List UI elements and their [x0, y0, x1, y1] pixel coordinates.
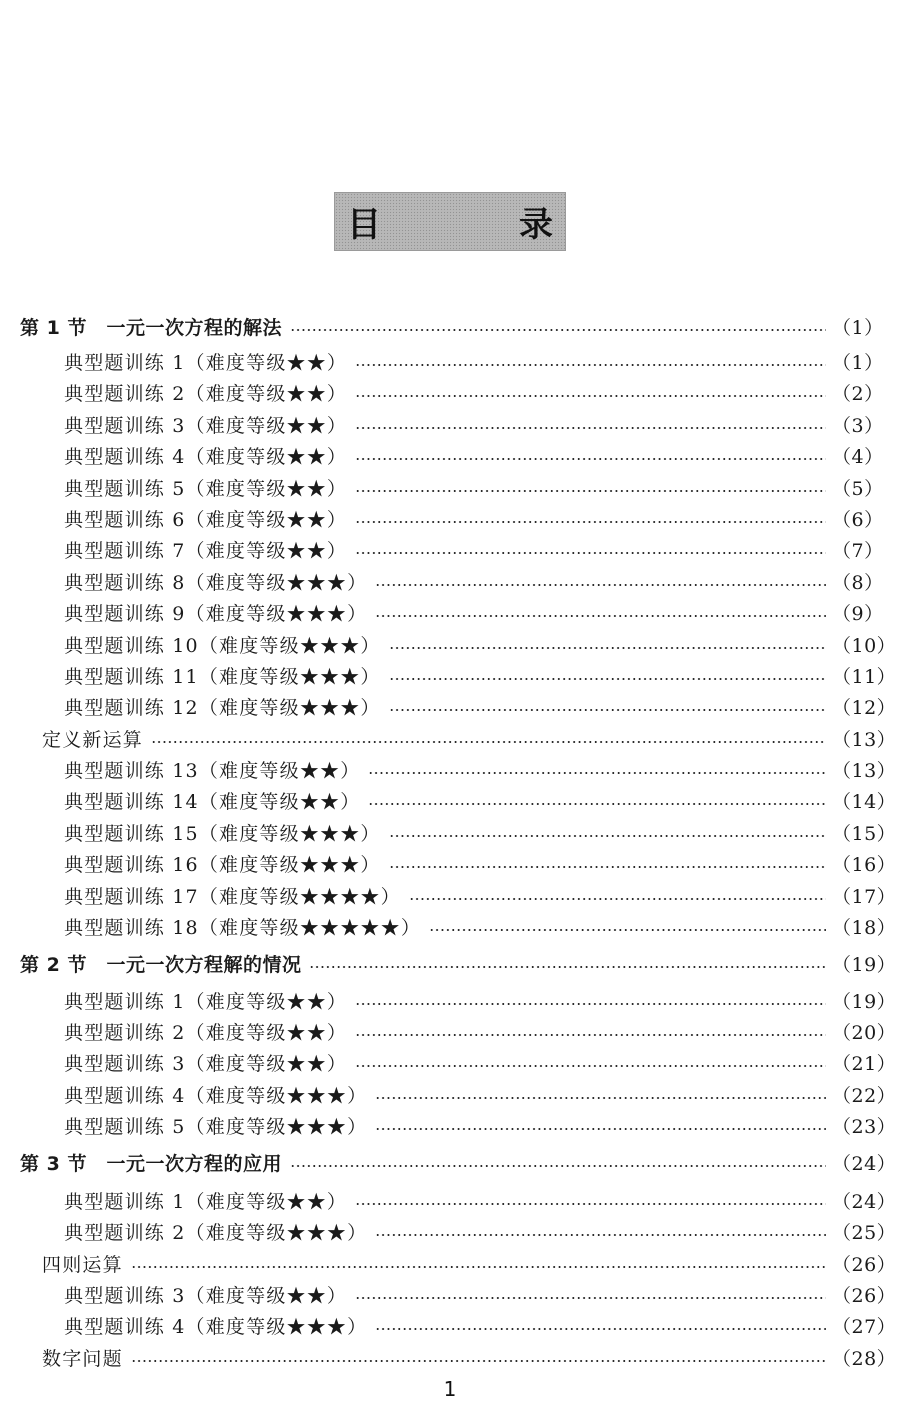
toc-entry-page: （1）	[832, 316, 884, 339]
toc-entry-page: （17）	[832, 885, 897, 908]
toc-entry-page: （7）	[832, 539, 884, 562]
toc-item-row[interactable]	[0, 691, 900, 721]
toc-entry-label: 第 2 节 一元一次方程解的情况	[20, 953, 302, 976]
page-number: 1	[443, 1377, 457, 1401]
toc-entry-page: （24）	[832, 1152, 897, 1175]
toc-item-row[interactable]	[0, 440, 900, 470]
toc-item-row[interactable]	[0, 985, 900, 1015]
dot-leader	[368, 803, 826, 805]
dot-leader	[355, 490, 826, 492]
dot-leader	[355, 364, 826, 366]
toc-item-row[interactable]	[0, 409, 900, 439]
dot-leader	[389, 709, 826, 711]
toc-section-row[interactable]	[0, 948, 900, 978]
toc-item-row[interactable]	[0, 377, 900, 407]
toc-entry-page: （18）	[832, 916, 897, 939]
toc-entry-page: （14）	[832, 790, 897, 813]
toc-entry-page: （13）	[832, 728, 897, 751]
dot-leader	[375, 1328, 826, 1330]
toc-topic-row[interactable]	[0, 1342, 900, 1372]
toc-item-row[interactable]	[0, 880, 900, 910]
toc-entry-label: 典型题训练 18（难度等级★★★★★）	[64, 916, 422, 939]
toc-item-row[interactable]	[0, 566, 900, 596]
toc-item-row[interactable]	[0, 785, 900, 815]
toc-entry-page: （26）	[832, 1284, 897, 1307]
toc-entry-page: （19）	[832, 953, 897, 976]
toc-entry-label: 典型题训练 6（难度等级★★）	[64, 508, 348, 531]
toc-section-row[interactable]	[0, 311, 900, 341]
dot-leader	[375, 1097, 826, 1099]
toc-entry-page: （16）	[832, 853, 897, 876]
toc-item-row[interactable]	[0, 503, 900, 533]
toc-entry-page: （8）	[832, 571, 884, 594]
dot-leader	[355, 1065, 826, 1067]
dot-leader	[355, 521, 826, 523]
dot-leader	[131, 1266, 826, 1268]
toc-item-row[interactable]	[0, 534, 900, 564]
toc-item-row[interactable]	[0, 629, 900, 659]
toc-entry-label: 典型题训练 5（难度等级★★）	[64, 477, 348, 500]
dot-leader	[355, 427, 826, 429]
toc-entry-page: （6）	[832, 508, 884, 531]
toc-item-row[interactable]	[0, 754, 900, 784]
dot-leader	[355, 1203, 826, 1205]
toc-entry-page: （13）	[832, 759, 897, 782]
toc-entry-page: （20）	[832, 1021, 897, 1044]
toc-entry-page: （25）	[832, 1221, 897, 1244]
toc-entry-label: 四则运算	[42, 1253, 123, 1276]
toc-entry-label: 数字问题	[42, 1347, 123, 1370]
toc-entry-page: （15）	[832, 822, 897, 845]
toc-entry-label: 典型题训练 3（难度等级★★）	[64, 1052, 348, 1075]
toc-item-row[interactable]	[0, 660, 900, 690]
toc-entry-label: 典型题训练 13（难度等级★★）	[64, 759, 361, 782]
toc-entry-page: （23）	[832, 1115, 897, 1138]
toc-entry-label: 典型题训练 7（难度等级★★）	[64, 539, 348, 562]
toc-entry-label: 典型题训练 2（难度等级★★★）	[64, 1221, 368, 1244]
dot-leader	[389, 835, 826, 837]
toc-entry-label: 典型题训练 5（难度等级★★★）	[64, 1115, 368, 1138]
dot-leader	[309, 966, 826, 968]
dot-leader	[355, 1297, 826, 1299]
toc-entry-page: （19）	[832, 990, 897, 1013]
toc-entry-label: 典型题训练 1（难度等级★★）	[64, 1190, 348, 1213]
toc-entry-page: （24）	[832, 1190, 897, 1213]
toc-entry-page: （22）	[832, 1084, 897, 1107]
dot-leader	[389, 866, 826, 868]
toc-entry-label: 典型题训练 1（难度等级★★）	[64, 351, 348, 374]
toc-entry-label: 典型题训练 10（难度等级★★★）	[64, 634, 381, 657]
toc-entry-label: 定义新运算	[42, 728, 144, 751]
toc-entry-page: （5）	[832, 477, 884, 500]
toc-item-row[interactable]	[0, 1016, 900, 1046]
toc-topic-row[interactable]	[0, 1248, 900, 1278]
toc-item-row[interactable]	[0, 597, 900, 627]
toc-item-row[interactable]	[0, 1310, 900, 1340]
dot-leader	[429, 929, 826, 931]
toc-entry-label: 典型题训练 15（难度等级★★★）	[64, 822, 381, 845]
toc-entry-label: 典型题训练 17（难度等级★★★★）	[64, 885, 401, 908]
toc-entry-label: 典型题训练 4（难度等级★★）	[64, 445, 348, 468]
toc-entry-page: （10）	[832, 634, 897, 657]
toc-entry-label: 典型题训练 2（难度等级★★）	[64, 1021, 348, 1044]
toc-item-row[interactable]	[0, 1216, 900, 1246]
toc-entry-page: （9）	[832, 602, 884, 625]
dot-leader	[355, 552, 826, 554]
dot-leader	[355, 395, 826, 397]
toc-entry-label: 典型题训练 2（难度等级★★）	[64, 382, 348, 405]
toc-entry-page: （26）	[832, 1253, 897, 1276]
dot-leader	[355, 1003, 826, 1005]
dot-leader	[355, 458, 826, 460]
dot-leader	[151, 741, 826, 743]
toc-item-row[interactable]	[0, 911, 900, 941]
toc-item-row[interactable]	[0, 472, 900, 502]
toc-entry-page: （3）	[832, 414, 884, 437]
toc-item-row[interactable]	[0, 848, 900, 878]
dot-leader	[375, 1234, 826, 1236]
toc-entry-label: 典型题训练 12（难度等级★★★）	[64, 696, 381, 719]
dot-leader	[290, 329, 826, 331]
toc-item-row[interactable]	[0, 1079, 900, 1109]
toc-item-row[interactable]	[0, 1185, 900, 1215]
toc-entry-label: 典型题训练 4（难度等级★★★）	[64, 1315, 368, 1338]
toc-title-box	[334, 192, 605, 251]
toc-entry-page: （4）	[832, 445, 884, 468]
toc-entry-label: 第 1 节 一元一次方程的解法	[20, 316, 282, 339]
toc-entry-page: （1）	[832, 351, 884, 374]
toc-entry-label: 典型题训练 8（难度等级★★★）	[64, 571, 368, 594]
toc-entry-label: 典型题训练 3（难度等级★★）	[64, 414, 348, 437]
toc-entry-page: （27）	[832, 1315, 897, 1338]
toc-item-row[interactable]	[0, 817, 900, 847]
dot-leader	[375, 615, 826, 617]
toc-entry-label: 典型题训练 1（难度等级★★）	[64, 990, 348, 1013]
toc-entry-page: （11）	[832, 665, 897, 688]
dot-leader	[389, 678, 826, 680]
dot-leader	[355, 1034, 826, 1036]
toc-entry-label: 典型题训练 16（难度等级★★★）	[64, 853, 381, 876]
dot-leader	[389, 647, 826, 649]
toc-entry-page: （21）	[832, 1052, 897, 1075]
toc-entry-label: 典型题训练 3（难度等级★★）	[64, 1284, 348, 1307]
toc-section-row[interactable]	[0, 1147, 900, 1177]
toc-entry-label: 典型题训练 4（难度等级★★★）	[64, 1084, 368, 1107]
dot-leader	[375, 1128, 826, 1130]
dot-leader	[375, 584, 826, 586]
toc-entry-label: 典型题训练 11（难度等级★★★）	[64, 665, 381, 688]
dot-leader	[131, 1360, 826, 1362]
toc-entry-label: 第 3 节 一元一次方程的应用	[20, 1152, 282, 1175]
toc-item-row[interactable]	[0, 1110, 900, 1140]
toc-item-row[interactable]	[0, 1279, 900, 1309]
toc-entry-page: （28）	[832, 1347, 897, 1370]
dot-leader	[409, 898, 826, 900]
toc-topic-row[interactable]	[0, 723, 900, 753]
toc-entry-page: （2）	[832, 382, 884, 405]
dot-leader	[290, 1165, 826, 1167]
toc-entry-page: （12）	[832, 696, 897, 719]
toc-item-row[interactable]	[0, 1047, 900, 1077]
toc-item-row[interactable]	[0, 346, 900, 376]
toc-title: 目 录	[347, 205, 605, 245]
toc-entry-label: 典型题训练 9（难度等级★★★）	[64, 602, 368, 625]
dot-leader	[368, 772, 826, 774]
toc-entry-label: 典型题训练 14（难度等级★★）	[64, 790, 361, 813]
